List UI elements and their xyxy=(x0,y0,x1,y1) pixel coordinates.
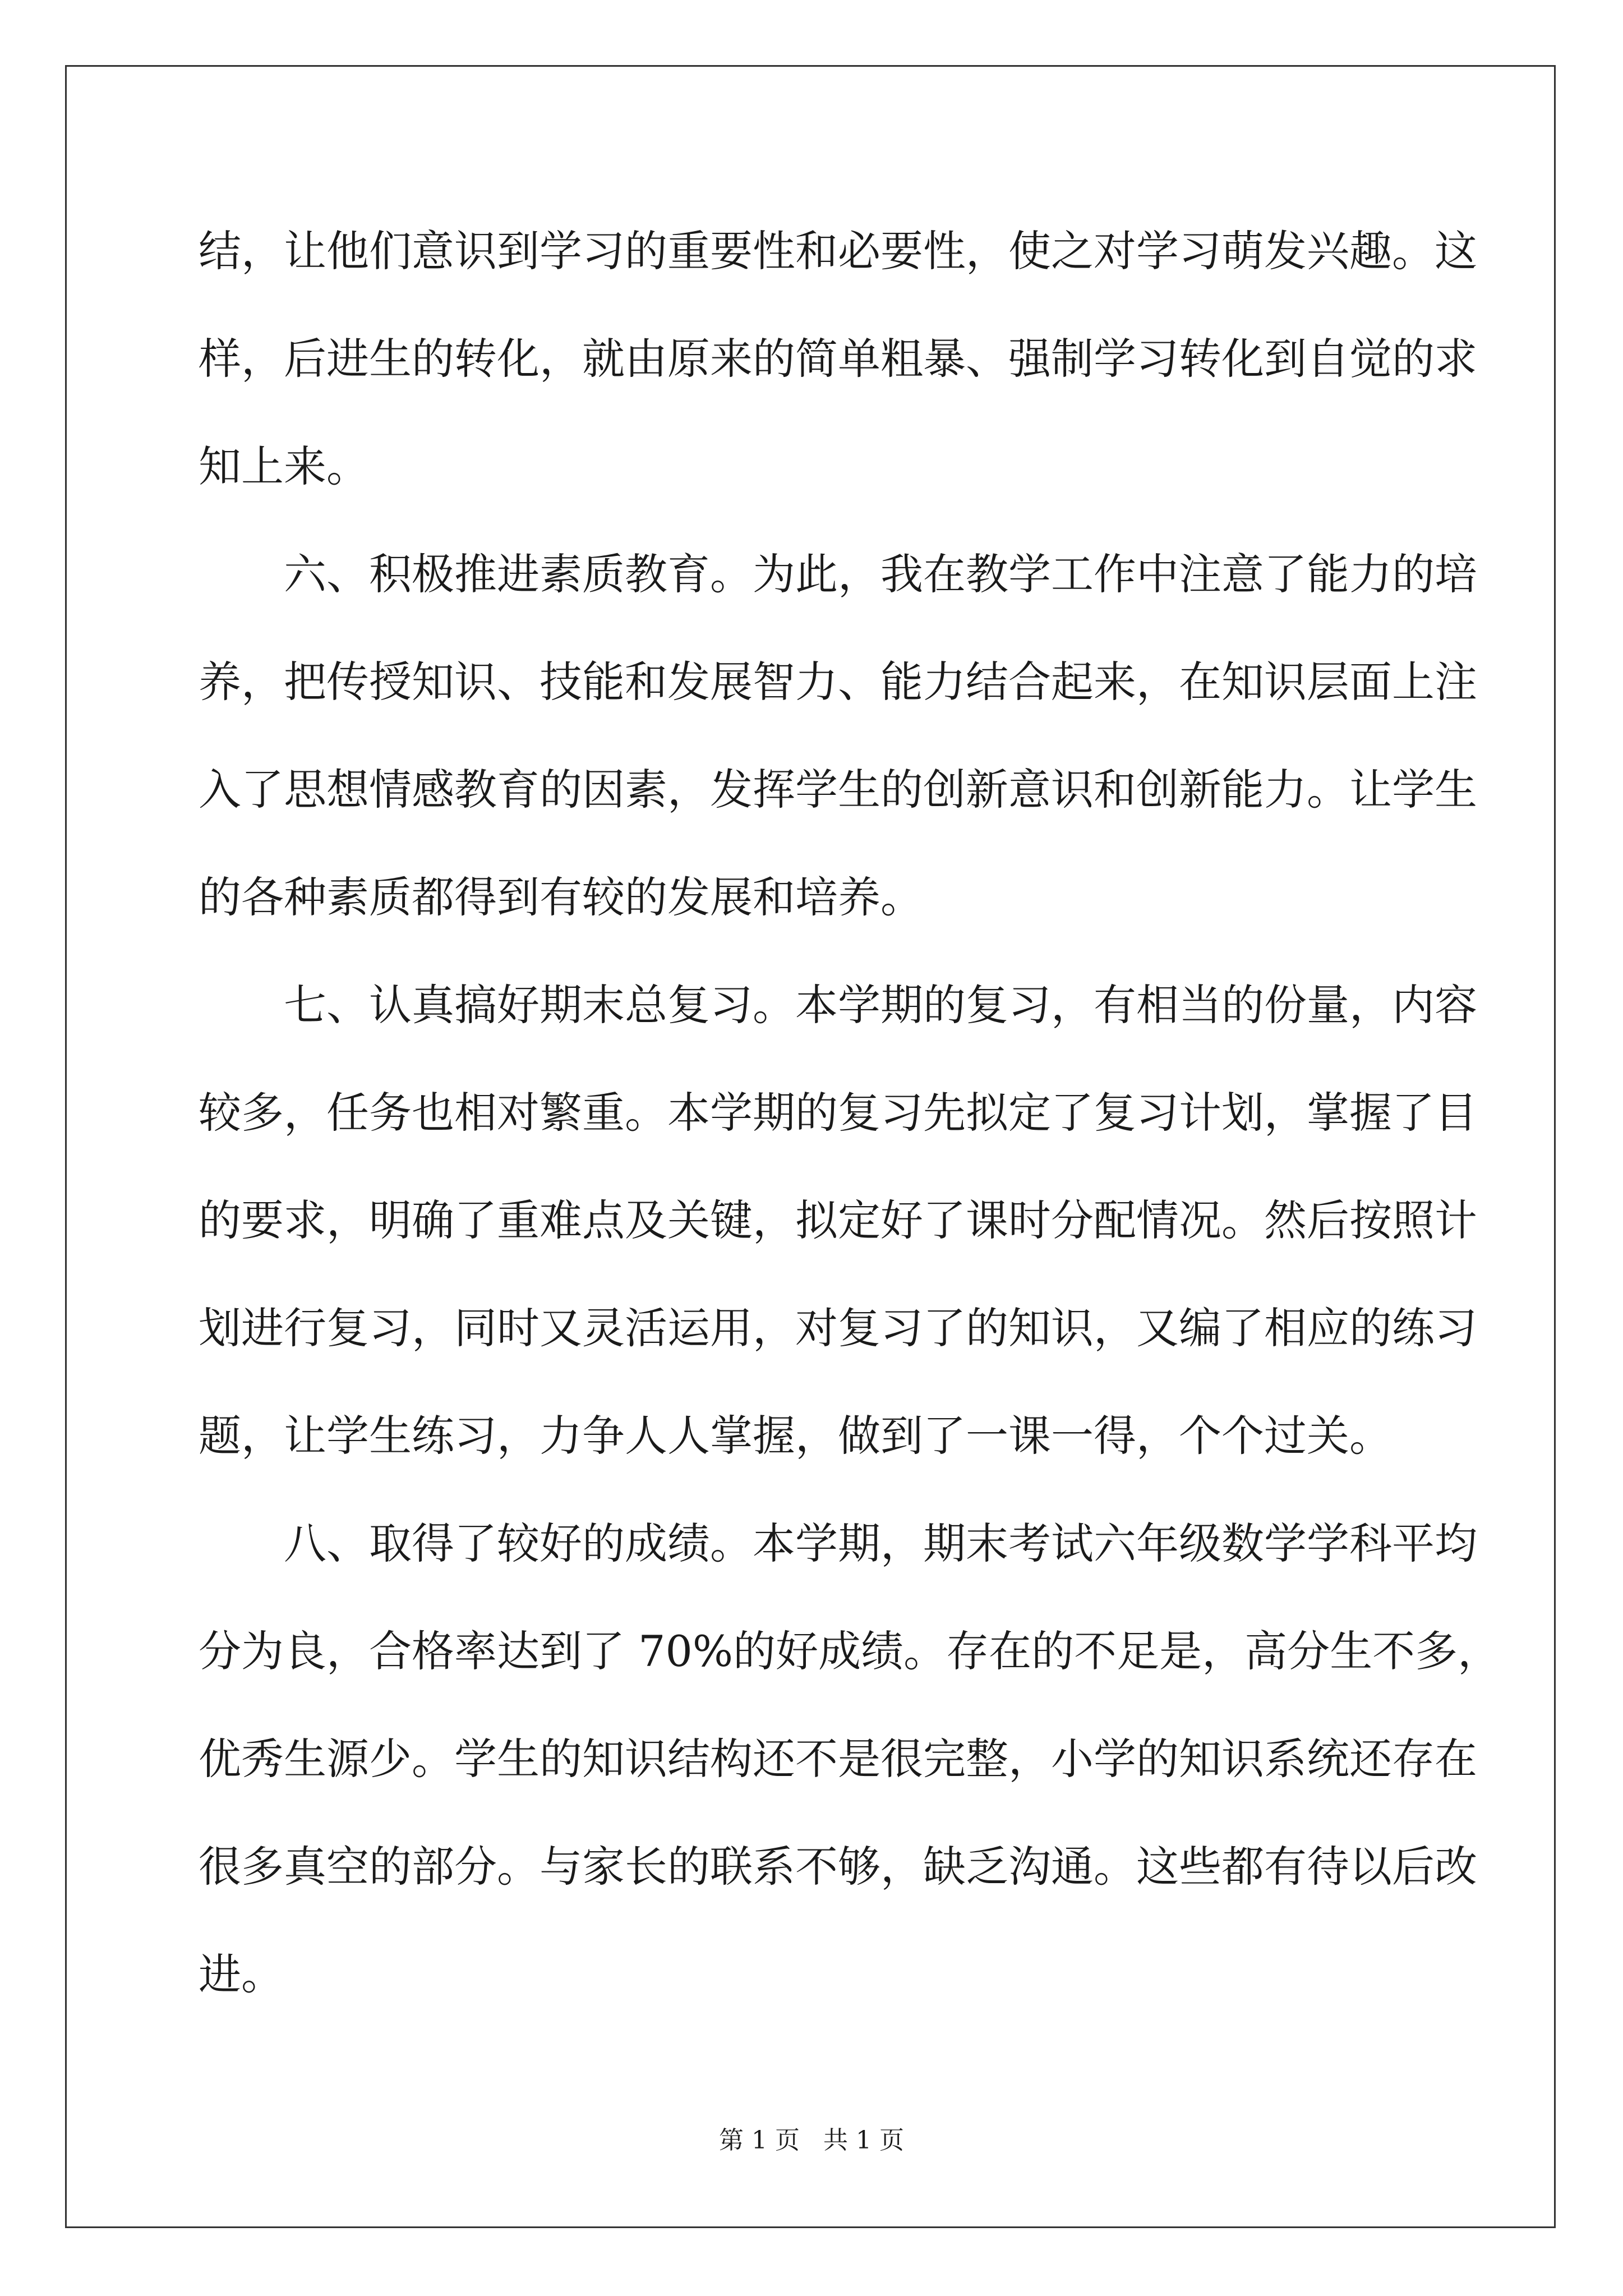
text-line: 题，让学生练习，力争人人掌握，做到了一课一得，个个过关。 xyxy=(199,1411,1392,1461)
text-line: 分为良，合格率达到了 70%的好成绩。存在的不足是，高分生不多， xyxy=(199,1626,1501,1676)
paragraph-first-line: 七、认真搞好期末总复习。本学期的复习，有相当的份量，内容 xyxy=(284,980,1477,1030)
text-line: 的要求，明确了重难点及关键，拟定好了课时分配情况。然后按照计 xyxy=(199,1195,1477,1245)
text-line: 划进行复习，同时又灵活运用，对复习了的知识，又编了相应的练习 xyxy=(199,1303,1477,1353)
text-line: 养，把传授知识、技能和发展智力、能力结合起来，在知识层面上注 xyxy=(199,657,1477,707)
paragraph-first-line: 六、积极推进素质教育。为此，我在教学工作中注意了能力的培 xyxy=(284,549,1477,599)
text-line: 较多，任务也相对繁重。本学期的复习先拟定了复习计划，掌握了目 xyxy=(199,1088,1477,1138)
text-line: 很多真空的部分。与家长的联系不够，缺乏沟通。这些都有待以后改 xyxy=(199,1842,1477,1892)
text-line: 结，让他们意识到学习的重要性和必要性，使之对学习萌发兴趣。这 xyxy=(199,226,1477,276)
text-line: 知上来。 xyxy=(199,441,369,491)
document-body xyxy=(199,215,1501,2046)
page-number-footer: 第 1 页 共 1 页 xyxy=(719,2126,904,2155)
paragraph-first-line: 八、取得了较好的成绩。本学期，期末考试六年级数学学科平均 xyxy=(284,1519,1477,1568)
text-line: 进。 xyxy=(199,1949,284,1999)
text-line: 入了思想情感教育的因素，发挥学生的创新意识和创新能力。让学生 xyxy=(199,765,1477,815)
text-line: 优秀生源少。学生的知识结构还不是很完整，小学的知识系统还存在 xyxy=(199,1734,1477,1784)
text-line: 样，后进生的转化，就由原来的简单粗暴、强制学习转化到自觉的求 xyxy=(199,334,1477,384)
text-line: 的各种素质都得到有较的发展和培养。 xyxy=(199,872,923,922)
